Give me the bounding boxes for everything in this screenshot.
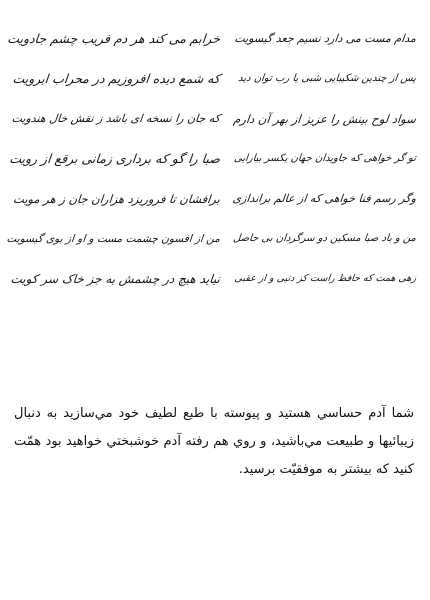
verse-line: من از افسون چشمت مست و او از بوی گیسویت (5, 233, 221, 245)
poem-right-column (232, 26, 416, 316)
verse-line: خرابم می کند هر دم فریب چشم جادویت (6, 31, 221, 46)
poem-block (0, 26, 430, 316)
verse-line: وگر رسم فنا خواهی که از عالم براندازی (231, 192, 417, 205)
verse-line: مدام مست می دارد نسیم جعد گیسویت (233, 32, 417, 45)
verse-line: سواد لوح بینش را عزیز از بهر آن دارم (232, 112, 417, 126)
verse-line: من و باد صبا مسکین دو سرگردان بی حاصل (232, 233, 417, 244)
verse-line: تو گر خواهی که جاویدان جهان یکسر بیارایی (233, 153, 417, 164)
verse-line: صبا را گو که برداری زمانی برقع از رویت (8, 151, 221, 166)
verse-line: که جان را نسخه ای باشد ز نقش خال هندویت (11, 112, 221, 125)
verse-line: برافشان تا فروریزد هزاران جان ز هر مویت (12, 192, 221, 206)
verse-line: پس از چندین شکیبایی شبی یا رب توان دید (237, 73, 417, 84)
verse-line: نیاید هیچ در چشمش به جز خاک سر کویت (9, 272, 221, 286)
interpretation-paragraph: شما آدم حساسي هستيد و پيوسته با طبع لطيف خود مي‌سازيد به دنبال زيبائيها و طبيعت مي‌باشيد، و روي هم رفته آدم خوشبختي خواهيد بود همّت كنيد كه بيشتر به موفقيّت برسيد. (14, 406, 414, 477)
poem-left-column (6, 26, 220, 316)
verse-line: زهی همت که حافظ راست کز دنیی و از عقبی (233, 273, 417, 284)
verse-line: که شمع دیده افروزیم در محراب ابرویت (11, 71, 221, 86)
